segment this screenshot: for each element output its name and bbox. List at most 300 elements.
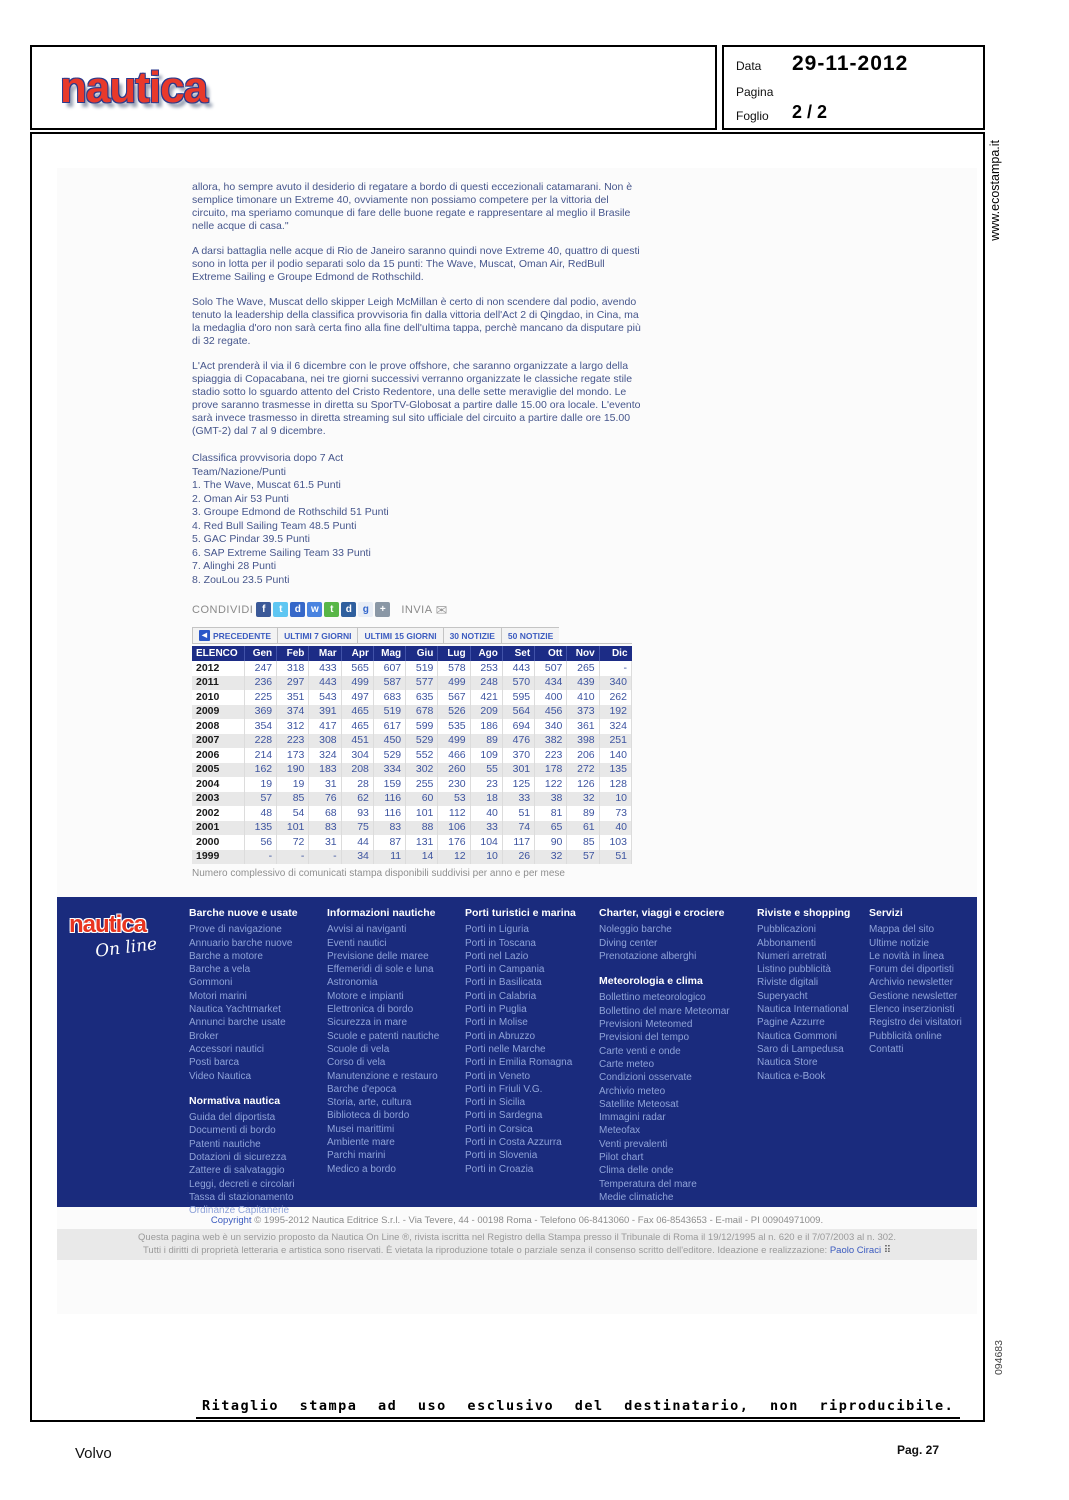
footer-link[interactable]: Bollettino meteorologico [599,992,706,1004]
value-cell[interactable]: 131 [406,835,438,850]
value-cell: - [599,661,631,676]
footer-link[interactable]: Condizioni osservate [599,1072,692,1084]
footer-link[interactable]: Ultime notizie [869,937,930,949]
value-cell[interactable]: 53 [438,792,470,807]
value-cell[interactable]: 456 [535,705,567,720]
value-cell[interactable]: 439 [567,676,599,691]
value-cell[interactable]: 88 [406,821,438,836]
windows-live-share-icon[interactable]: w [307,602,322,617]
year-cell[interactable]: 2005 [192,763,244,778]
tab-precedente[interactable] [192,627,277,644]
value-cell[interactable]: 125 [502,777,534,792]
footer-link[interactable]: Barche d'epoca [327,1083,397,1095]
value-cell[interactable]: 190 [277,763,309,778]
footer-link[interactable]: Elettronica di bordo [327,1004,414,1016]
value-cell[interactable]: 103 [599,835,631,850]
value-cell[interactable]: 369 [244,705,276,720]
footer-link[interactable]: Clima delle onde [599,1165,674,1177]
footer-link[interactable]: Porti in Costa Azzurra [465,1137,562,1149]
footer-link[interactable]: Satellite Meteosat [599,1098,679,1110]
footer-link[interactable]: Posti barca [189,1057,240,1069]
value-cell[interactable]: 75 [341,821,373,836]
value-cell[interactable]: 214 [244,748,276,763]
value-cell[interactable]: 374 [277,705,309,720]
footer-link[interactable]: Guida del diportista [189,1112,276,1124]
value-cell[interactable]: 340 [599,676,631,691]
footer-link[interactable]: Parchi marini [327,1150,386,1162]
footer-link[interactable]: Storia, arte, cultura [327,1097,412,1109]
footer-link[interactable]: Dotazioni di sicurezza [189,1152,287,1164]
value-cell[interactable]: 302 [406,763,438,778]
footer-link[interactable]: Porti in Calabria [465,990,537,1002]
value-cell[interactable]: 391 [309,705,341,720]
value-cell[interactable]: 28 [341,777,373,792]
year-cell[interactable]: 2009 [192,705,244,720]
footer-link[interactable]: Prove di navigazione [189,924,282,936]
value-cell[interactable]: 10 [470,850,502,865]
value-cell[interactable]: 308 [309,734,341,749]
value-cell[interactable]: 33 [502,792,534,807]
value-cell[interactable]: 72 [277,835,309,850]
footer-link[interactable]: Barche a motore [189,950,263,962]
value-cell[interactable]: 128 [599,777,631,792]
value-cell[interactable]: 400 [535,690,567,705]
value-cell[interactable]: 543 [309,690,341,705]
value-cell[interactable]: 225 [244,690,276,705]
value-cell[interactable]: 183 [309,763,341,778]
footer-link[interactable]: Tassa di stazionamento [189,1191,294,1203]
value-cell[interactable]: 635 [406,690,438,705]
footer-link[interactable]: Archivio meteo [599,1085,666,1097]
value-cell[interactable]: 535 [438,719,470,734]
footer-link[interactable]: Nautica e-Book [757,1070,826,1082]
footer-link[interactable]: Porti in Sicilia [465,1097,526,1109]
value-cell[interactable]: 178 [535,763,567,778]
footer-link[interactable]: Barche a vela [189,964,251,976]
footer-link[interactable]: Scuole e patenti nautiche [327,1030,440,1042]
footer-link[interactable]: Motore e impianti [327,990,404,1002]
value-cell[interactable]: 499 [341,676,373,691]
value-cell[interactable]: 421 [470,690,502,705]
value-cell[interactable]: 324 [309,748,341,763]
value-cell[interactable]: 209 [470,705,502,720]
footer-link[interactable]: Porti in Abruzzo [465,1030,536,1042]
footer-link[interactable]: Video Nautica [189,1070,252,1082]
tab-ultimi-15-giorni[interactable] [357,627,442,644]
footer-link[interactable]: Porti in Friuli V.G. [465,1083,543,1095]
value-cell[interactable]: 433 [309,661,341,676]
footer-logo[interactable] [57,905,189,1207]
value-cell[interactable]: 140 [599,748,631,763]
value-cell[interactable]: 248 [470,676,502,691]
digg-share-icon[interactable]: d [341,602,356,617]
footer-link[interactable]: Mappa del sito [869,924,935,936]
footer-link[interactable]: Porti in Sardegna [465,1110,543,1122]
value-cell[interactable]: 507 [535,661,567,676]
value-cell[interactable]: 251 [599,734,631,749]
value-cell[interactable]: 208 [341,763,373,778]
footer-link[interactable]: Elenco inserzionisti [869,1004,955,1016]
year-cell[interactable]: 2006 [192,748,244,763]
value-cell[interactable]: 324 [599,719,631,734]
value-cell[interactable]: 126 [567,777,599,792]
footer-link[interactable]: Temperatura del mare [599,1178,697,1190]
value-cell[interactable]: 595 [502,690,534,705]
footer-link[interactable]: Pubblicità online [869,1030,942,1042]
value-cell[interactable]: 318 [277,661,309,676]
value-cell[interactable]: 565 [341,661,373,676]
footer-link[interactable]: Previsione delle maree [327,950,429,962]
value-cell[interactable]: 14 [406,850,438,865]
footer-link[interactable]: Nautica International [757,1004,849,1016]
value-cell[interactable]: 398 [567,734,599,749]
value-cell[interactable]: 83 [309,821,341,836]
value-cell[interactable]: 450 [373,734,405,749]
footer-link[interactable]: Porti in Emilia Romagna [465,1057,573,1069]
footer-link[interactable]: Gommoni [189,977,233,989]
footer-link[interactable]: Contatti [869,1043,904,1055]
footer-link[interactable]: Nautica Store [757,1057,818,1069]
value-cell[interactable]: 33 [470,821,502,836]
value-cell[interactable]: 361 [567,719,599,734]
value-cell[interactable]: 31 [309,777,341,792]
value-cell[interactable]: 104 [470,835,502,850]
footer-link[interactable]: Medico a bordo [327,1163,396,1175]
footer-link[interactable]: Forum dei diportisti [869,964,955,976]
footer-link[interactable]: Porti in Corsica [465,1123,533,1135]
footer-link[interactable]: Carte meteo [599,1058,655,1070]
value-cell[interactable]: 694 [502,719,534,734]
footer-link[interactable]: Leggi, decreti e circolari [189,1178,295,1190]
footer-link[interactable]: Previsioni del tempo [599,1032,690,1044]
paolo-ciraci-link[interactable]: Paolo Ciraci [829,1244,882,1256]
year-cell[interactable]: 2010 [192,690,244,705]
footer-link[interactable]: Medie climatiche [599,1191,674,1203]
footer-link[interactable]: Manutenzione e restauro [327,1070,438,1082]
value-cell[interactable]: 312 [277,719,309,734]
footer-link[interactable]: Ordinanze Capitanerie [189,1205,290,1217]
value-cell[interactable]: 57 [244,792,276,807]
value-cell[interactable]: 32 [535,850,567,865]
footer-link[interactable]: Porti in Slovenia [465,1150,538,1162]
footer-link[interactable]: Gestione newsletter [869,990,958,1002]
footer-link[interactable]: Pubblicazioni [757,924,816,936]
value-cell[interactable]: 10 [599,792,631,807]
value-cell[interactable]: 54 [277,806,309,821]
value-cell[interactable]: 159 [373,777,405,792]
value-cell[interactable]: 31 [309,835,341,850]
value-cell[interactable]: 11 [373,850,405,865]
value-cell[interactable]: 101 [277,821,309,836]
footer-link[interactable]: Listino pubblicità [757,964,831,976]
value-cell[interactable]: 61 [567,821,599,836]
value-cell[interactable]: 44 [341,835,373,850]
value-cell[interactable]: 101 [406,806,438,821]
footer-link[interactable]: Saro di Lampedusa [757,1043,844,1055]
value-cell[interactable]: 230 [438,777,470,792]
value-cell[interactable]: 23 [470,777,502,792]
value-cell[interactable]: 81 [535,806,567,821]
value-cell[interactable]: 247 [244,661,276,676]
value-cell[interactable]: 304 [341,748,373,763]
value-cell[interactable]: 587 [373,676,405,691]
more-share-icon[interactable]: + [375,602,390,617]
value-cell[interactable]: 552 [406,748,438,763]
footer-link[interactable]: Archivio newsletter [869,977,953,989]
value-cell[interactable]: 106 [438,821,470,836]
value-cell[interactable]: 206 [567,748,599,763]
value-cell[interactable]: 90 [535,835,567,850]
year-cell[interactable]: 1999 [192,850,244,865]
footer-link[interactable]: Musei marittimi [327,1123,395,1135]
value-cell[interactable]: 76 [309,792,341,807]
value-cell[interactable]: 57 [567,850,599,865]
value-cell[interactable]: 223 [277,734,309,749]
footer-link[interactable]: Carte venti e onde [599,1045,681,1057]
value-cell[interactable]: 83 [373,821,405,836]
footer-link[interactable]: Porti nel Lazio [465,950,529,962]
value-cell[interactable]: 340 [535,719,567,734]
value-cell[interactable]: 529 [406,734,438,749]
value-cell[interactable]: 466 [438,748,470,763]
footer-link[interactable]: Riviste digitali [757,977,819,989]
value-cell[interactable]: 228 [244,734,276,749]
year-cell[interactable]: 2007 [192,734,244,749]
footer-link[interactable]: Eventi nautici [327,937,387,949]
value-cell[interactable]: 253 [470,661,502,676]
value-cell[interactable]: 519 [373,705,405,720]
value-cell[interactable]: 176 [438,835,470,850]
footer-link[interactable]: Astronomia [327,977,378,989]
value-cell[interactable]: 74 [502,821,534,836]
tab-50-notizie[interactable] [501,627,559,644]
footer-link[interactable]: Registro dei visitatori [869,1017,962,1029]
value-cell[interactable]: 68 [309,806,341,821]
footer-link[interactable]: Nautica Gommoni [757,1030,838,1042]
value-cell[interactable]: 51 [502,806,534,821]
footer-link[interactable]: Porti in Puglia [465,1004,527,1016]
value-cell[interactable]: 116 [373,806,405,821]
footer-link[interactable]: Previsioni Meteomed [599,1019,693,1031]
year-cell[interactable]: 2008 [192,719,244,734]
value-cell[interactable]: 476 [502,734,534,749]
value-cell[interactable]: 93 [341,806,373,821]
value-cell[interactable]: 62 [341,792,373,807]
footer-column-charter-viaggi-e-crociere [599,905,757,1207]
value-cell[interactable]: 51 [599,850,631,865]
value-cell[interactable]: 162 [244,763,276,778]
value-cell[interactable]: 135 [599,763,631,778]
email-envelope-icon[interactable]: ✉ [435,601,448,618]
year-cell[interactable]: 2003 [192,792,244,807]
value-cell[interactable]: 85 [277,792,309,807]
value-cell[interactable]: 192 [599,705,631,720]
value-cell[interactable]: 260 [438,763,470,778]
value-cell[interactable]: 443 [309,676,341,691]
value-cell[interactable]: 55 [470,763,502,778]
value-cell[interactable]: 451 [341,734,373,749]
footer-link[interactable]: Numeri arretrati [757,950,827,962]
footer-link[interactable]: Ambiente mare [327,1137,395,1149]
value-cell[interactable]: 272 [567,763,599,778]
tab-30-notizie[interactable] [443,627,501,644]
footer-link[interactable]: Pilot chart [599,1152,644,1164]
value-cell[interactable]: 173 [277,748,309,763]
value-cell[interactable]: 564 [502,705,534,720]
value-cell[interactable]: 526 [438,705,470,720]
value-cell[interactable]: 223 [535,748,567,763]
footer-link[interactable]: Porti in Basilicata [465,977,542,989]
value-cell[interactable]: 89 [470,734,502,749]
value-cell[interactable]: 236 [244,676,276,691]
value-cell[interactable]: 607 [373,661,405,676]
value-cell[interactable]: 262 [599,690,631,705]
footer-link[interactable]: Scuole di vela [327,1043,390,1055]
value-cell[interactable]: 567 [438,690,470,705]
value-cell[interactable]: 370 [502,748,534,763]
year-cell[interactable]: 2000 [192,835,244,850]
footer-link[interactable]: Porti in Molise [465,1017,528,1029]
value-cell[interactable]: 529 [373,748,405,763]
footer-link[interactable]: Zattere di salvataggio [189,1165,285,1177]
value-cell[interactable]: 497 [341,690,373,705]
technorati-share-icon[interactable]: t [324,602,339,617]
value-cell[interactable]: 65 [535,821,567,836]
value-cell[interactable]: 18 [470,792,502,807]
twitter-share-icon[interactable]: t [273,602,288,617]
footer-link[interactable]: Prenotazione alberghi [599,950,697,962]
year-cell[interactable]: 2001 [192,821,244,836]
value-cell[interactable]: 19 [244,777,276,792]
footer-link[interactable]: Annunci barche usate [189,1017,286,1029]
footer-link[interactable]: Porti in Liguria [465,924,529,936]
value-cell[interactable]: 599 [406,719,438,734]
footer-link[interactable]: Venti prevalenti [599,1138,668,1150]
value-cell[interactable]: 40 [470,806,502,821]
footer-link[interactable]: Biblioteca di bordo [327,1110,410,1122]
value-cell[interactable]: 26 [502,850,534,865]
value-cell[interactable]: 87 [373,835,405,850]
value-cell[interactable]: 73 [599,806,631,821]
value-cell[interactable]: 265 [567,661,599,676]
value-cell[interactable]: 135 [244,821,276,836]
value-cell[interactable]: 117 [502,835,534,850]
value-cell[interactable]: 351 [277,690,309,705]
value-cell[interactable]: 373 [567,705,599,720]
footer-link[interactable]: Porti nelle Marche [465,1043,546,1055]
facebook-share-icon[interactable]: f [256,602,271,617]
table-row [192,806,632,821]
value-cell[interactable]: 19 [277,777,309,792]
footer-link[interactable]: Sicurezza in mare [327,1017,408,1029]
value-cell[interactable]: 578 [438,661,470,676]
year-cell[interactable]: 2012 [192,661,244,676]
footer-link[interactable]: Bollettino del mare Meteomar [599,1005,730,1017]
footer-link[interactable]: Annuario barche nuove [189,937,293,949]
value-cell[interactable]: 499 [438,734,470,749]
footer-link[interactable]: Motori marini [189,990,247,1002]
value-cell[interactable]: 382 [535,734,567,749]
value-cell[interactable]: 34 [341,850,373,865]
value-cell[interactable]: 354 [244,719,276,734]
footer-link[interactable]: Pagine Azzurre [757,1017,825,1029]
value-cell[interactable]: 465 [341,719,373,734]
value-cell[interactable]: 112 [438,806,470,821]
footer-link[interactable]: Corso di vela [327,1057,386,1069]
value-cell[interactable]: 617 [373,719,405,734]
value-cell[interactable]: 301 [502,763,534,778]
value-cell[interactable]: 577 [406,676,438,691]
value-cell[interactable]: 255 [406,777,438,792]
value-cell[interactable]: 499 [438,676,470,691]
delicious-share-icon[interactable]: d [290,602,305,617]
footer-link[interactable]: Nautica Yachtmarket [189,1004,281,1016]
value-cell[interactable]: 38 [535,792,567,807]
footer-link[interactable]: Porti in Toscana [465,937,536,949]
footer-link[interactable]: Immagini radar [599,1112,666,1124]
google-share-icon[interactable]: g [358,602,373,617]
footer-link[interactable]: Diving center [599,937,658,949]
footer-link[interactable]: Porti in Campania [465,964,545,976]
value-cell[interactable]: 56 [244,835,276,850]
value-cell[interactable]: 519 [406,661,438,676]
value-cell[interactable]: 48 [244,806,276,821]
value-cell[interactable]: 678 [406,705,438,720]
value-cell[interactable]: 334 [373,763,405,778]
foglio-label: Foglio [736,109,769,123]
footer-link[interactable]: Avvisi ai naviganti [327,924,407,936]
value-cell[interactable]: 109 [470,748,502,763]
value-cell[interactable]: 60 [406,792,438,807]
value-cell[interactable]: 417 [309,719,341,734]
value-cell[interactable]: 32 [567,792,599,807]
footer-link[interactable]: Meteofax [599,1125,641,1137]
year-cell[interactable]: 2011 [192,676,244,691]
value-cell[interactable]: 85 [567,835,599,850]
value-cell[interactable]: 12 [438,850,470,865]
year-cell[interactable]: 2004 [192,777,244,792]
value-cell[interactable]: 410 [567,690,599,705]
value-cell[interactable]: 40 [599,821,631,836]
tab-ultimi-7-giorni[interactable] [277,627,357,644]
footer-link[interactable]: Le novità in linea [869,950,945,962]
value-cell[interactable]: 116 [373,792,405,807]
invia-button[interactable]: INVIA [401,603,433,616]
value-cell[interactable]: 570 [502,676,534,691]
footer-link[interactable]: Broker [189,1030,219,1042]
year-cell[interactable]: 2002 [192,806,244,821]
value-cell[interactable]: 89 [567,806,599,821]
footer-link[interactable]: Patenti nautiche [189,1138,261,1150]
footer-link[interactable]: Documenti di bordo [189,1125,276,1137]
footer-link[interactable]: Accessori nautici [189,1043,265,1055]
footer-link[interactable]: Abbonamenti [757,937,816,949]
footer-link[interactable]: Effemeridi di sole e luna [327,964,434,976]
value-cell[interactable]: 122 [535,777,567,792]
value-cell[interactable]: 434 [535,676,567,691]
value-cell[interactable]: 186 [470,719,502,734]
footer-link[interactable]: Porti in Veneto [465,1070,531,1082]
value-cell[interactable]: 297 [277,676,309,691]
value-cell[interactable]: 683 [373,690,405,705]
footer-link[interactable]: Superyacht [757,990,808,1002]
share-bar [192,602,977,617]
footer-link[interactable]: Noleggio barche [599,924,672,936]
value-cell[interactable]: 443 [502,661,534,676]
value-cell[interactable]: 465 [341,705,373,720]
footer-link[interactable]: Porti in Croazia [465,1163,534,1175]
copyright-link[interactable]: Copyright [210,1215,252,1226]
